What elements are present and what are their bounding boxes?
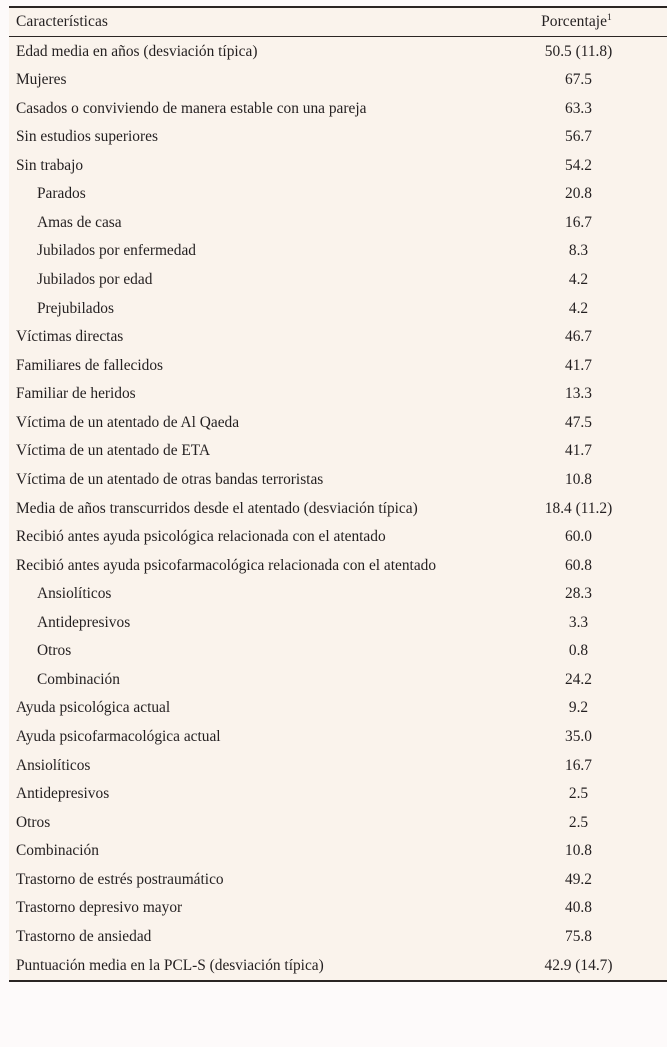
row-value: 41.7 bbox=[565, 442, 592, 460]
row-value: 2.5 bbox=[568, 785, 589, 803]
table-row bbox=[9, 551, 667, 580]
table-row bbox=[9, 408, 667, 437]
row-label: Jubilados por enfermedad bbox=[37, 242, 196, 260]
row-label: Antidepresivos bbox=[37, 613, 131, 631]
table-row bbox=[9, 580, 667, 609]
row-label: Familiares de fallecidos bbox=[16, 356, 164, 374]
table-row bbox=[9, 437, 667, 466]
table-row bbox=[9, 808, 667, 837]
row-value: 75.8 bbox=[565, 927, 592, 945]
row-value: 3.3 bbox=[568, 613, 589, 631]
row-label: Víctimas directas bbox=[16, 328, 124, 346]
footnote-marker: 1 bbox=[607, 12, 612, 23]
row-label: Mujeres bbox=[16, 71, 67, 89]
table-row bbox=[9, 723, 667, 752]
table-row bbox=[9, 151, 667, 180]
table-row bbox=[9, 665, 667, 694]
table-row bbox=[9, 123, 667, 152]
row-label: Combinación bbox=[37, 670, 120, 688]
row-value: 18.4 (11.2) bbox=[544, 499, 613, 517]
table-header bbox=[9, 7, 667, 37]
table-row bbox=[9, 837, 667, 866]
table-row bbox=[9, 237, 667, 266]
table-row bbox=[9, 266, 667, 295]
row-value: 63.3 bbox=[565, 99, 592, 117]
table-row bbox=[9, 66, 667, 95]
row-label: Víctima de un atentado de otras bandas terroristas bbox=[16, 470, 324, 488]
table-row bbox=[9, 323, 667, 352]
table-row bbox=[9, 380, 667, 409]
row-value: 42.9 (14.7) bbox=[496, 951, 667, 981]
row-value: 2.5 bbox=[568, 813, 589, 831]
table-header-row bbox=[9, 7, 667, 37]
table-row bbox=[9, 37, 667, 66]
row-label: Puntuación media en la PCL-S (desviación típica) bbox=[9, 951, 496, 981]
table-row bbox=[9, 894, 667, 923]
row-label: Prejubilados bbox=[37, 299, 114, 317]
row-label: Trastorno de estrés postraumático bbox=[16, 870, 224, 888]
row-value: 47.5 bbox=[565, 413, 592, 431]
row-value: 49.2 bbox=[565, 870, 592, 888]
table-row bbox=[9, 294, 667, 323]
row-value: 20.8 bbox=[565, 185, 592, 203]
row-value: 46.7 bbox=[565, 328, 592, 346]
row-value: 54.2 bbox=[565, 156, 592, 174]
table-row bbox=[9, 523, 667, 552]
row-label: Víctima de un atentado de ETA bbox=[16, 442, 211, 460]
row-label: Antidepresivos bbox=[16, 785, 110, 803]
row-label: Ansiolíticos bbox=[16, 756, 91, 774]
table-row bbox=[9, 865, 667, 894]
row-label: Casados o conviviendo de manera estable con una pareja bbox=[16, 99, 367, 117]
table-row bbox=[9, 751, 667, 780]
row-value: 16.7 bbox=[565, 213, 592, 231]
table-body bbox=[9, 37, 667, 981]
row-value: 41.7 bbox=[565, 356, 592, 374]
row-value: 60.8 bbox=[565, 556, 592, 574]
table-row bbox=[9, 608, 667, 637]
row-value: 28.3 bbox=[565, 585, 592, 603]
row-label: Ayuda psicológica actual bbox=[16, 699, 171, 717]
row-label: Sin trabajo bbox=[16, 156, 84, 174]
row-value: 8.3 bbox=[568, 242, 589, 260]
row-value: 10.8 bbox=[565, 842, 592, 860]
row-value: 56.7 bbox=[565, 128, 592, 146]
row-label: Recibió antes ayuda psicofarmacológica relacionada con el atentado bbox=[16, 556, 437, 574]
table-row bbox=[9, 94, 667, 123]
row-value: 4.2 bbox=[568, 299, 589, 317]
row-label: Familiar de heridos bbox=[16, 385, 136, 403]
row-label: Víctima de un atentado de Al Qaeda bbox=[16, 413, 240, 431]
row-value: 40.8 bbox=[565, 899, 592, 917]
table-container bbox=[9, 6, 650, 982]
row-label: Ayuda psicofarmacológica actual bbox=[16, 728, 221, 745]
row-label: Sin estudios superiores bbox=[16, 128, 158, 146]
row-label: Recibió antes ayuda psicológica relacionada con el atentado bbox=[16, 528, 386, 546]
characteristics-percentage-table bbox=[9, 6, 667, 982]
row-value: 67.5 bbox=[565, 71, 592, 89]
row-value: 0.8 bbox=[568, 642, 589, 660]
table-row bbox=[9, 951, 667, 981]
row-value: 60.0 bbox=[565, 528, 592, 546]
row-value: 10.8 bbox=[565, 470, 592, 488]
column-header-percentage bbox=[496, 7, 667, 37]
row-label: Jubilados por edad bbox=[37, 271, 153, 288]
table-row bbox=[9, 780, 667, 809]
row-value: 13.3 bbox=[565, 385, 592, 403]
row-value: 4.2 bbox=[568, 271, 589, 288]
row-value: 9.2 bbox=[568, 699, 589, 717]
row-label: Parados bbox=[37, 185, 86, 203]
table-row bbox=[9, 494, 667, 523]
row-label: Media de años transcurridos desde el atentado (desviación típica) bbox=[16, 499, 418, 517]
table-row bbox=[9, 694, 667, 723]
table-row bbox=[9, 922, 667, 951]
table-row bbox=[9, 637, 667, 666]
row-label: Ansiolíticos bbox=[37, 585, 112, 603]
table-row bbox=[9, 180, 667, 209]
column-header-characteristics: Características bbox=[9, 7, 496, 37]
table-row bbox=[9, 351, 667, 380]
table-row bbox=[9, 465, 667, 494]
row-label: Trastorno de ansiedad bbox=[16, 927, 152, 945]
row-label: Trastorno depresivo mayor bbox=[16, 899, 183, 917]
row-label: Otros bbox=[37, 642, 72, 660]
row-value: 16.7 bbox=[565, 756, 592, 774]
row-label: Edad media en años (desviación típica) bbox=[16, 42, 258, 60]
row-value: 50.5 (11.8) bbox=[544, 42, 613, 60]
row-label: Amas de casa bbox=[37, 213, 122, 231]
row-label: Otros bbox=[16, 813, 51, 831]
row-label: Combinación bbox=[16, 842, 99, 860]
row-value: 24.2 bbox=[565, 670, 592, 688]
table-row bbox=[9, 208, 667, 237]
row-value: 35.0 bbox=[565, 728, 592, 745]
column-header-percentage-label: Porcentaje bbox=[541, 13, 608, 30]
